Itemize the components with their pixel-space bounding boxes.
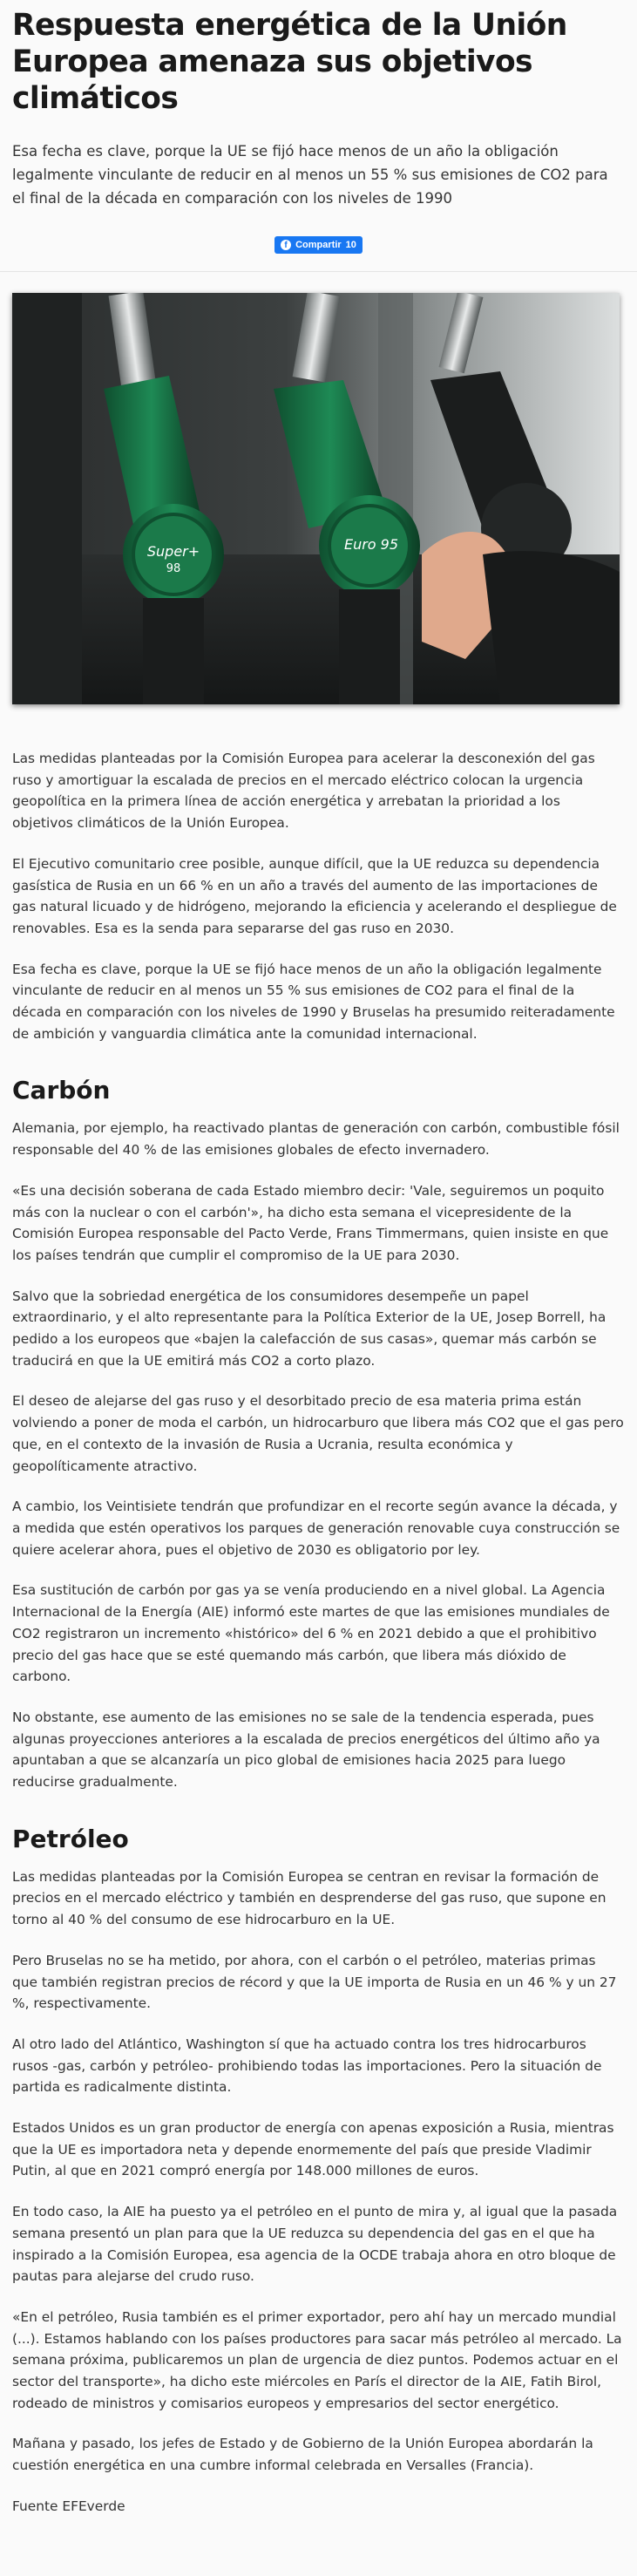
paragraph: No obstante, ese aumento de las emisiones no se sale de la tendencia esperada, pues algunas proyecciones anteriores a la escalada de precios energéticos del último año ya apuntaban a que se alcanzaría un pico global de emisiones hacia 2025 para luego reducirse gradualmente. <box>12 1709 600 1791</box>
nozzle-label-euro: Euro 95 <box>343 536 399 553</box>
article-header <box>0 0 637 254</box>
article-photo <box>12 293 625 704</box>
paragraph: Las medidas planteadas por la Comisión Europea se centran en revisar la formación de precios en el mercado eléctrico y también en desprenderse del gas ruso, que supone en torno al 40 % del consumo de ese hidrocarburo en la UE. <box>12 1868 607 1928</box>
paragraph: Al otro lado del Atlántico, Washington sí que ha actuado contra los tres hidrocarburos rusos -gas, carbón y petróleo- prohibiendo todas las importaciones. Pero la situación de partida es radicalmente distinta. <box>12 2036 602 2096</box>
paragraph: Mañana y pasado, los jefes de Estado y de Gobierno de la Unión Europea abordarán la cuestión energética en una cumbre informal celebrada en Versalles (Francia). <box>12 2436 593 2474</box>
section-heading-carbon: Carbón <box>12 1076 111 1105</box>
fuel-pump-photo <box>12 293 620 704</box>
article-body <box>0 748 637 2518</box>
paragraph: Pero Bruselas no se ha metido, por ahora, con el carbón o el petróleo, materias primas que también registran precios de récord y que la UE importa de Rusia en un 46 % y un 27 %, respectivamente. <box>12 1952 617 2012</box>
paragraph: Las medidas planteadas por la Comisión Europea para acelerar la desconexión del gas ruso y amortiguar la escalada de precios en el mercado eléctrico colocan la urgencia geopolítica en la primera línea de acción energética y arrebatan la prioridad a los objetivos climáticos de la Unión Europea. <box>12 751 595 832</box>
paragraph: El Ejecutivo comunitario cree posible, aunque difícil, que la UE reduzca su dependencia gasística de Rusia en un 66 % en un año a través del aumento de las importaciones de gas natural licuado y de hidrógeno, mejorando la eficiencia y acelerando el despliegue de renovables. Esa es la senda para separarse del gas ruso en 2030. <box>12 855 617 936</box>
paragraph: Esa fecha es clave, porque la UE se fijó hace menos de un año la obligación legalmente vinculante de reducir en al menos un 55 % sus emisiones de CO2 para el final de la década en comparación con los niveles de 1990 y Bruselas ha presumido reiteradamente de ambición y vanguardia climática ante la comunidad internacional. <box>12 961 615 1042</box>
paragraph: Salvo que la sobriedad energética de los consumidores desempeñe un papel extraordinario, y el alto representante para la Política Exterior de la UE, Josep Borrell, ha pedido a los europeos que «bajen la calefacción de sus casas», quemar más carbón se traducirá en que la UE emitirá más CO2 a corto plazo. <box>12 1288 607 1369</box>
paragraph: Esa sustitución de carbón por gas ya se venía produciendo en a nivel global. La Agencia Internacional de la Energía (AIE) informó este martes de que las emisiones mundiales de CO2 registraron un incremento «histórico» del 6 % en 2021 debido a que el prohibitivo precio del gas hace que se esté quemando más carbón, que libera más dióxido de carbono. <box>12 1582 610 1685</box>
paragraph: «En el petróleo, Rusia también es el primer exportador, pero ahí hay un mercado mundial (...). Estamos hablando con los países productores para sacar más petróleo al mercado. La semana próxima, publicaremos un plan de urgencia de diez puntos. Podemos actuar en el sector del transporte», ha dicho este miércoles en París el director de la AIE, Fatih Birol, rodeado de ministros y comisarios europeos y empresarios del sector energético. <box>12 2308 622 2411</box>
nozzle-label-super: Super+ <box>146 543 200 560</box>
paragraph: Alemania, por ejemplo, ha reactivado plantas de generación con carbón, combustible fósil responsable del 40 % de las emisiones globales de efecto invernadero. <box>12 1120 620 1159</box>
facebook-share-button[interactable] <box>274 236 363 254</box>
facebook-icon: f <box>281 240 291 250</box>
nozzle-label-super-number: 98 <box>166 562 181 575</box>
article-source: Fuente EFEverde <box>12 2498 125 2514</box>
article-title: Respuesta energética de la Unión Europea amenaza sus objetivos climáticos <box>12 8 567 116</box>
article-summary: Esa fecha es clave, porque la UE se fijó hace menos de un año la obligación legalmente vinculante de reducir en al menos un 55 % sus emisiones de CO2 para el final de la década en comparación con los niveles de 1990 <box>12 143 608 207</box>
share-bar <box>12 234 625 254</box>
section-heading-oil: Petróleo <box>12 1824 129 1853</box>
share-count: 10 <box>345 240 356 250</box>
paragraph: Estados Unidos es un gran productor de energía con apenas exposición a Rusia, mientras que la UE es importadora neta y depende enormemente del país que preside Vladimir Putin, al que en 2021 compró energía por 148.000 millones de euros. <box>12 2120 614 2179</box>
header-divider <box>0 271 637 272</box>
share-label: Compartir <box>295 240 342 250</box>
paragraph: «Es una decisión soberana de cada Estado miembro decir: 'Vale, seguiremos un poquito más con la nuclear o con el carbón'», ha dicho esta semana el vicepresidente de la Comisión Europea responsable del Pacto Verde, Frans Timmermans, quien insiste en que los países tendrán que cumplir el compromiso de la UE para 2030. <box>12 1182 609 1263</box>
paragraph: El deseo de alejarse del gas ruso y el desorbitado precio de esa materia prima están volviendo a poner de moda el carbón, un hidrocarburo que libera más CO2 que el gas pero que, en el contexto de la invasión de Rusia a Ucrania, resulta económica y geopolíticamente atractivo. <box>12 1393 624 1474</box>
paragraph: A cambio, los Veintisiete tendrán que profundizar en el recorte según avance la década, y a medida que estén operativos los parques de generación renovable cuya construcción se quiere acelerar ahora, pues el objetivo de 2030 es obligatorio por ley. <box>12 1499 620 1558</box>
paragraph: En todo caso, la AIE ha puesto ya el petróleo en el punto de mira y, al igual que la pasada semana presentó un plan para que la UE reduzca su dependencia del gas en el que ha inspirado a la Comisión Europea, esa agencia de la OCDE trabaja ahora en otro bloque de pautas para alejarse del crudo ruso. <box>12 2204 618 2285</box>
